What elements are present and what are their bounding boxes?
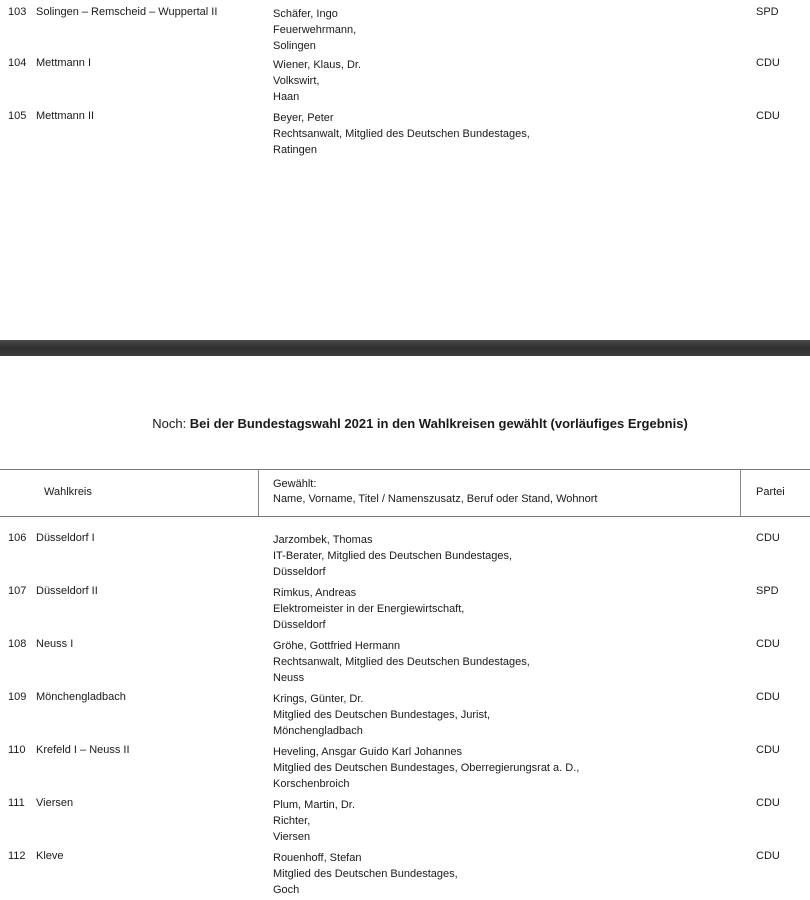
wahlkreis-name: Solingen – Remscheid – Wuppertal II (36, 6, 218, 18)
elected-residence: Goch (273, 884, 300, 896)
page-separator (0, 340, 810, 356)
page-bottom (0, 356, 810, 900)
elected-residence: Mönchengladbach (273, 725, 363, 737)
wahlkreis-name: Mettmann II (36, 110, 95, 122)
wahlkreis-number: 103 (8, 6, 27, 18)
elected-profession: Volkswirt, (273, 75, 320, 87)
elected-name: Plum, Martin, Dr. (273, 799, 355, 811)
column-divider (258, 469, 259, 517)
elected-residence: Ratingen (273, 144, 318, 156)
party-label: CDU (756, 57, 780, 69)
elected-name: Krings, Günter, Dr. (273, 693, 364, 705)
elected-profession: Rechtsanwalt, Mitglied des Deutschen Bundestages, (273, 656, 530, 668)
wahlkreis-name: Düsseldorf I (36, 532, 95, 544)
wahlkreis-name: Kleve (36, 850, 64, 862)
column-header-wahlkreis: Wahlkreis (44, 486, 92, 498)
party-label: CDU (756, 532, 780, 544)
page-top (0, 0, 810, 340)
elected-info (273, 585, 713, 633)
column-divider (740, 469, 741, 517)
elected-name: Wiener, Klaus, Dr. (273, 59, 362, 71)
elected-profession: Feuerwehrmann, (273, 24, 357, 36)
wahlkreis-number: 110 (8, 744, 26, 756)
elected-name: Beyer, Peter (273, 112, 334, 124)
header-gewaehlt-line2: Name, Vorname, Titel / Namenszusatz, Beruf oder Stand, Wohnort (273, 493, 598, 505)
wahlkreis-number: 104 (8, 57, 27, 69)
elected-info (273, 6, 713, 54)
wahlkreis-name: Mettmann I (36, 57, 92, 69)
elected-name: Gröhe, Gottfried Hermann (273, 640, 401, 652)
elected-info (273, 797, 713, 845)
party-label: CDU (756, 638, 780, 650)
elected-profession: Richter, (273, 815, 311, 827)
wahlkreis-number: 112 (8, 850, 26, 862)
party-label: SPD (756, 6, 779, 18)
wahlkreis-number: 106 (8, 532, 27, 544)
party-label: CDU (756, 110, 780, 122)
party-label: CDU (756, 850, 780, 862)
elected-profession: IT-Berater, Mitglied des Deutschen Bundestages, (273, 550, 513, 562)
party-label: CDU (756, 744, 780, 756)
elected-profession: Mitglied des Deutschen Bundestages, (273, 868, 458, 880)
elected-info (273, 57, 713, 105)
elected-profession: Mitglied des Deutschen Bundestages, Jurist, (273, 709, 491, 721)
elected-profession: Mitglied des Deutschen Bundestages, Oberregierungsrat a. D., (273, 762, 580, 774)
table-top-rule (0, 469, 810, 470)
wahlkreis-name: Krefeld I – Neuss II (36, 744, 130, 756)
column-header-partei: Partei (756, 486, 785, 498)
elected-residence: Düsseldorf (273, 566, 326, 578)
elected-info (273, 638, 713, 686)
wahlkreis-number: 111 (8, 797, 25, 809)
party-label: CDU (756, 691, 780, 703)
elected-info (273, 691, 713, 739)
title-prefix: Noch: (152, 416, 190, 431)
elected-name: Rimkus, Andreas (273, 587, 357, 599)
header-gewaehlt-line1: Gewählt: (273, 478, 317, 490)
elected-profession: Rechtsanwalt, Mitglied des Deutschen Bundestages, (273, 128, 530, 140)
elected-info (273, 850, 713, 898)
wahlkreis-number: 109 (8, 691, 27, 703)
wahlkreis-name: Viersen (36, 797, 74, 809)
elected-name: Rouenhoff, Stefan (273, 852, 362, 864)
wahlkreis-name: Mönchengladbach (36, 691, 126, 703)
party-label: CDU (756, 797, 780, 809)
elected-residence: Düsseldorf (273, 619, 326, 631)
title-bold: Bei der Bundestagswahl 2021 in den Wahlkreisen gewählt (vorläufiges Ergebnis) (189, 416, 688, 431)
elected-residence: Korschenbroich (273, 778, 350, 790)
elected-name: Jarzombek, Thomas (273, 534, 373, 546)
party-label: SPD (756, 585, 779, 597)
wahlkreis-number: 105 (8, 110, 27, 122)
elected-name: Schäfer, Ingo (273, 8, 338, 20)
elected-info (273, 744, 713, 792)
wahlkreis-number: 108 (8, 638, 27, 650)
elected-info (273, 532, 713, 580)
wahlkreis-name: Neuss I (36, 638, 74, 650)
table-header-rule (0, 516, 810, 517)
wahlkreis-name: Düsseldorf II (36, 585, 98, 597)
elected-profession: Elektromeister in der Energiewirtschaft, (273, 603, 465, 615)
elected-residence: Neuss (273, 672, 305, 684)
elected-info (273, 110, 713, 158)
page-title (0, 416, 810, 431)
elected-residence: Haan (273, 91, 300, 103)
wahlkreis-number: 107 (8, 585, 27, 597)
elected-name: Heveling, Ansgar Guido Karl Johannes (273, 746, 462, 758)
elected-residence: Viersen (273, 831, 311, 843)
elected-residence: Solingen (273, 40, 316, 52)
column-header-gewaehlt (273, 477, 597, 507)
